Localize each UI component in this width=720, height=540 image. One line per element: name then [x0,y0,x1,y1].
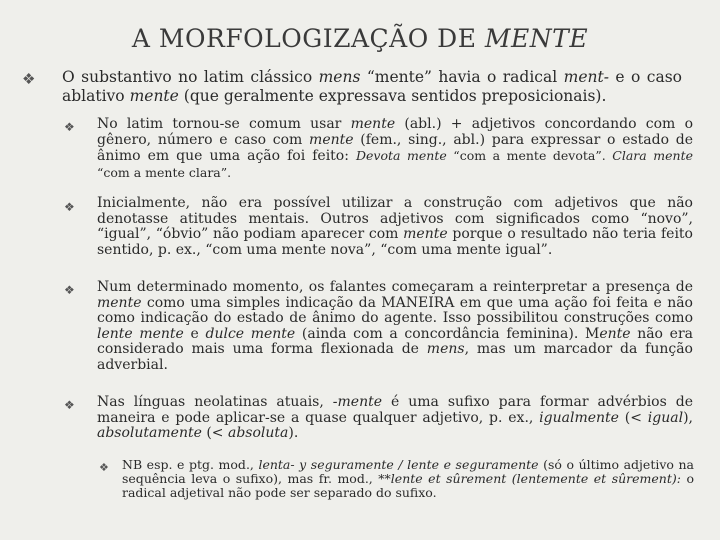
diamond-bullet-icon: ❖ [64,398,75,412]
paragraph-2: No latim tornou-se comum usar mente (abl.) + adjetivos concordando com o gênero, número e caso com mente (fem., sing., abl.) para expressar o estado de ânimo em que uma ação foi feito: Devota mente “com a mente devota”. Clara mente “com a mente clara”. [97,116,694,180]
paragraph-6: NB esp. e ptg. mod., lenta- y seguramente / lente e seguramente (só o último adjetivo na sequência leva o sufixo), mas fr. mod., **lente et sûrement (lentemente et sûrement): o radical adjetival não pode ser separado do sufixo. [122,457,695,500]
paragraph-4: Num determinado momento, os falantes começaram a reinterpretar a presença de mente como uma simples indicação da MANEIRA em que uma ação foi feita e não como indicação do estado de ânimo do agente. Isso possibilitou construções como lente mente e dulce mente (ainda com a concordância feminina). Mente não era considerado mais uma forma flexionada de mens, mas um marcador da função adverbial. [97,279,693,373]
diamond-bullet-icon: ❖ [64,200,75,214]
diamond-bullet-icon: ❖ [64,120,75,134]
paragraph-1: O substantivo no latim clássico mens “mente” havia o radical ment- e o caso ablativo mente (que geralmente expressava sentidos preposicionais). [62,68,682,105]
diamond-bullet-icon: ❖ [99,461,109,474]
paragraph-3: Inicialmente, não era possível utilizar a construção com adjetivos que não denotasse atitudes mentais. Outros adjetivos com significados como “novo”, “igual”, “óbvio” não podiam aparecer com mente porque o resultado não teria feito sentido, p. ex., “com uma mente nova”, “com uma mente igual”. [97,195,693,258]
slide-title: A MORFOLOGIZAÇÃO DE MENTE [131,24,589,53]
paragraph-5: Nas línguas neolatinas atuais, -mente é uma sufixo para formar advérbios de maneira e pode aplicar-se a quase qualquer adjetivo, p. ex., igualmente (< igual), absolutamente (< absoluta). [97,394,693,441]
diamond-bullet-icon: ❖ [22,70,36,88]
diamond-bullet-icon: ❖ [64,283,75,297]
